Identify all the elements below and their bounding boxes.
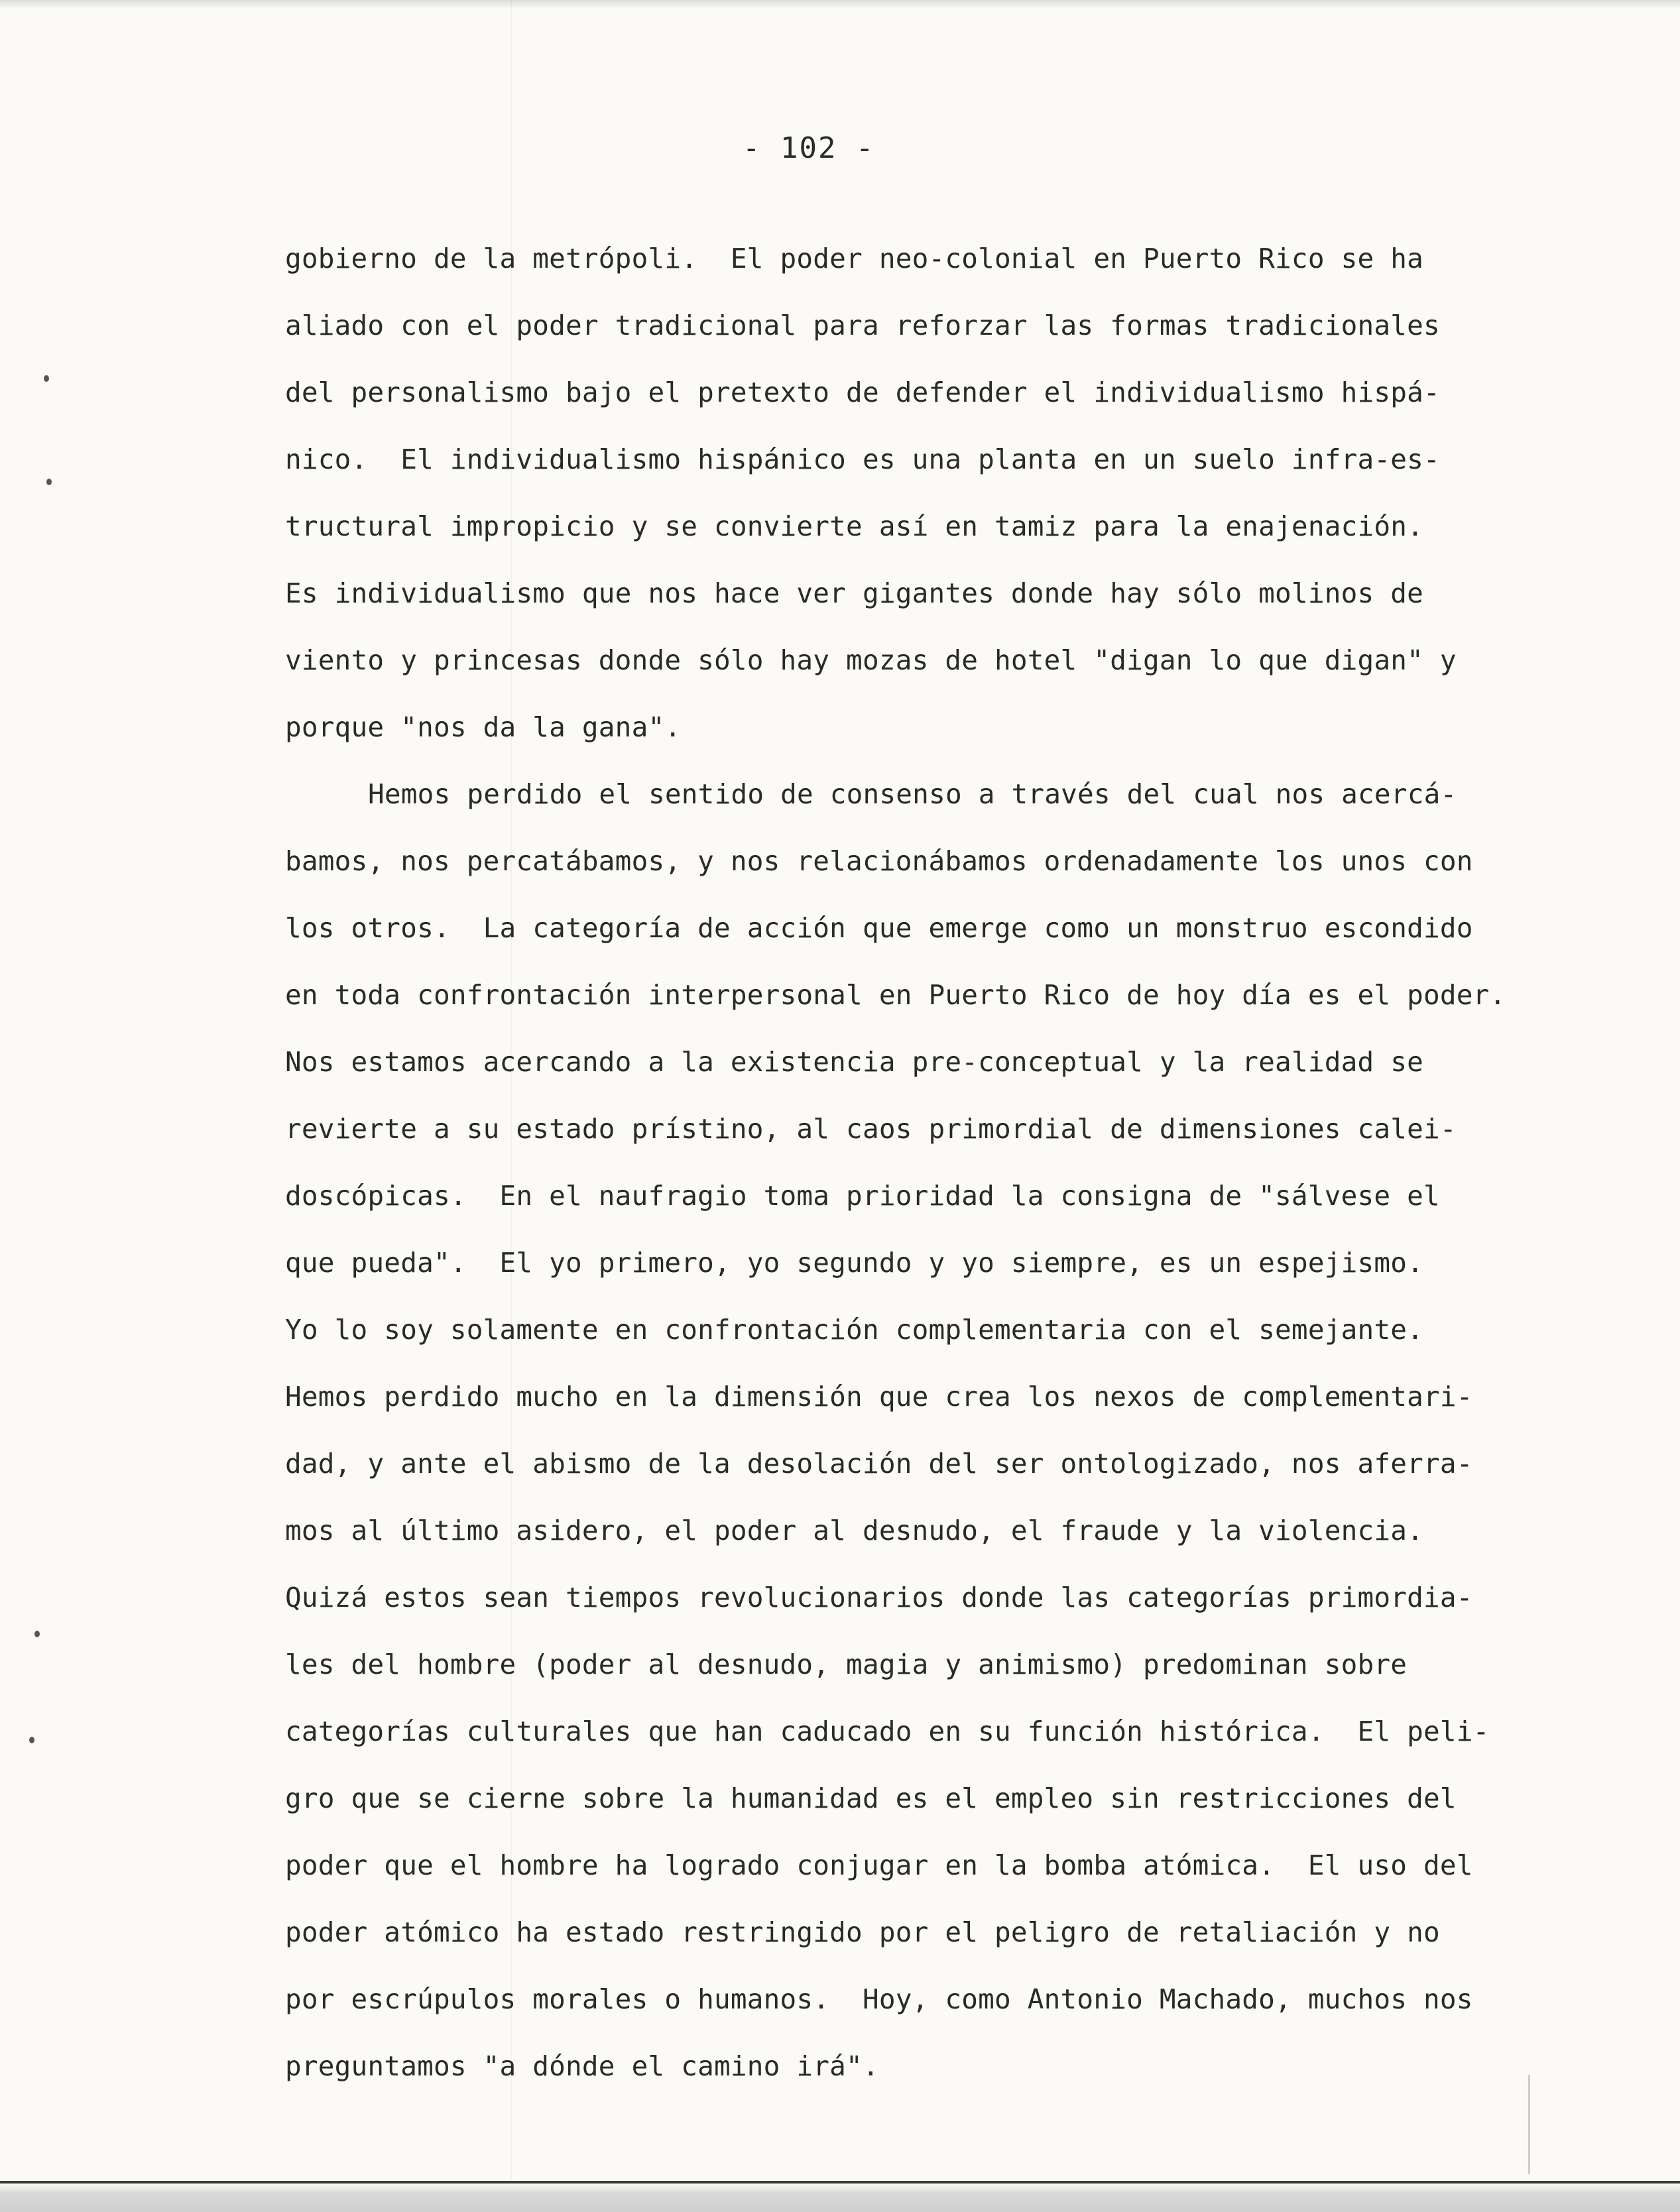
body-text [285, 225, 1525, 2100]
text-line: preguntamos "a dónde el camino irá". [285, 2050, 879, 2082]
binding-hole-mark [34, 1631, 40, 1637]
text-line: Hemos perdido el sentido de consenso a través del cual nos acercá- [368, 778, 1457, 810]
page-number: - 102 - [743, 131, 875, 165]
text-line: doscópicas. En el naufragio toma prioridad la consigna de "sálvese el [285, 1180, 1440, 1212]
text-line: Es individualismo que nos hace ver gigantes donde hay sólo molinos de [285, 577, 1424, 609]
text-line: viento y princesas donde sólo hay mozas de hotel "digan lo que digan" y [285, 644, 1457, 676]
text-line: nico. El individualismo hispánico es una planta en un suelo infra-es- [285, 443, 1440, 475]
text-line: aliado con el poder tradicional para reforzar las formas tradicionales [285, 310, 1440, 341]
text-line: Yo lo soy solamente en confrontación complementaria con el semejante. [285, 1314, 1424, 1346]
binding-hole-mark [29, 1737, 34, 1743]
text-line: les del hombre (poder al desnudo, magia y animismo) predominan sobre [285, 1649, 1408, 1680]
text-line: Hemos perdido mucho en la dimensión que crea los nexos de complementari- [285, 1381, 1473, 1413]
text-line: gobierno de la metrópoli. El poder neo-colonial en Puerto Rico se ha [285, 243, 1424, 274]
binding-hole-mark [44, 375, 49, 382]
text-line: del personalismo bajo el pretexto de defender el individualismo hispá- [285, 377, 1440, 408]
scan-bottom-edge [0, 2181, 1680, 2212]
paragraph-2 [285, 761, 1525, 2100]
text-line: poder atómico ha estado restringido por el peligro de retaliación y no [285, 1916, 1440, 1948]
text-line: revierte a su estado prístino, al caos primordial de dimensiones calei- [285, 1113, 1457, 1145]
text-line: en toda confrontación interpersonal en Puerto Rico de hoy día es el poder. [285, 979, 1506, 1011]
text-line: los otros. La categoría de acción que emerge como un monstruo escondido [285, 912, 1473, 944]
text-line: tructural impropicio y se convierte así en tamiz para la enajenación. [285, 510, 1424, 542]
text-line: porque "nos da la gana". [285, 711, 682, 743]
text-line: Nos estamos acercando a la existencia pre-conceptual y la realidad se [285, 1046, 1424, 1078]
text-line: bamos, nos percatábamos, y nos relacionábamos ordenadamente los unos con [285, 845, 1473, 877]
text-line: que pueda". El yo primero, yo segundo y yo siempre, es un espejismo. [285, 1247, 1424, 1279]
text-line: Quizá estos sean tiempos revolucionarios donde las categorías primordia- [285, 1582, 1473, 1613]
text-line: gro que se cierne sobre la humanidad es el empleo sin restricciones del [285, 1782, 1457, 1814]
binding-hole-mark [46, 479, 52, 485]
text-line: mos al último asidero, el poder al desnudo, el fraude y la violencia. [285, 1515, 1424, 1546]
text-line: por escrúpulos morales o humanos. Hoy, como Antonio Machado, muchos nos [285, 1983, 1473, 2015]
text-line: dad, y ante el abismo de la desolación del ser ontologizado, nos aferra- [285, 1448, 1473, 1480]
text-line: poder que el hombre ha logrado conjugar en la bomba atómica. El uso del [285, 1849, 1473, 1881]
paragraph-1 [285, 225, 1525, 761]
text-line: categorías culturales que han caducado en su función histórica. El peli- [285, 1716, 1490, 1747]
scan-artifact [1528, 2075, 1530, 2174]
scan-top-edge [0, 0, 1680, 9]
